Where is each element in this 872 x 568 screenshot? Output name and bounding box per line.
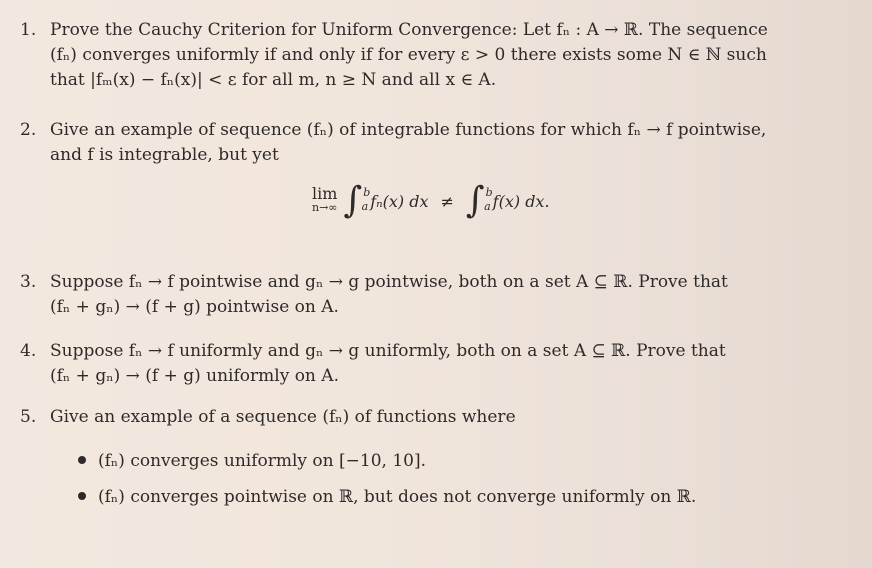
problem-line: and f is integrable, but yet xyxy=(50,145,279,165)
upper-limit: b xyxy=(363,186,371,199)
problem-4 xyxy=(20,339,858,389)
problem-number: 2. xyxy=(20,120,37,140)
upper-limit: b xyxy=(485,186,493,199)
problem-number: 3. xyxy=(20,272,37,292)
limit-subscript: n→∞ xyxy=(312,201,338,214)
lower-limit: a xyxy=(484,200,491,213)
integral-sign: ∫ b a xyxy=(466,183,485,219)
problem-line: (fₙ) converges uniformly if and only if for every ε > 0 there exists some N ∈ ℕ such xyxy=(50,45,767,65)
problem-1 xyxy=(20,18,858,93)
left-integral xyxy=(343,180,429,221)
problem-line: Suppose fₙ → f pointwise and gₙ → g pointwise, both on a set A ⊆ ℝ. Prove that xyxy=(50,272,728,292)
not-equal-sign: ≠ xyxy=(440,191,454,211)
problem-line: Prove the Cauchy Criterion for Uniform Convergence: Let fₙ : A → ℝ. The sequence xyxy=(50,20,768,40)
problem-2 xyxy=(20,118,858,168)
problem-line: Give an example of a sequence (fₙ) of functions where xyxy=(50,407,516,427)
right-integrand: f(x) dx. xyxy=(492,191,550,211)
bullet-text: (fₙ) converges pointwise on ℝ, but does not converge uniformly on ℝ. xyxy=(98,487,697,507)
problem-number: 4. xyxy=(20,341,37,361)
bullet-item xyxy=(78,487,696,507)
problem-line: Suppose fₙ → f uniformly and gₙ → g uniformly, both on a set A ⊆ ℝ. Prove that xyxy=(50,341,726,361)
bullet-dot-icon xyxy=(78,456,86,464)
bullet-text: (fₙ) converges uniformly on [−10, 10]. xyxy=(98,451,427,471)
problem-number: 1. xyxy=(20,20,37,40)
problem-line: (fₙ + gₙ) → (f + g) pointwise on A. xyxy=(50,297,339,317)
problem-3 xyxy=(20,270,858,320)
integral-sign: ∫ b a xyxy=(343,183,362,219)
problem-5 xyxy=(20,405,858,430)
problem-line: Give an example of sequence (fₙ) of integrable functions for which fₙ → f pointwise, xyxy=(50,120,767,140)
limit-label: lim xyxy=(312,184,338,203)
display-equation xyxy=(312,180,550,221)
limit-operator xyxy=(312,184,338,215)
right-integral xyxy=(465,180,550,221)
bullet-dot-icon xyxy=(78,492,86,500)
problem-line: that |fₘ(x) − fₙ(x)| < ε for all m, n ≥ N and all x ∈ A. xyxy=(50,70,497,90)
left-integrand: fₙ(x) dx xyxy=(370,191,429,211)
problem-line: (fₙ + gₙ) → (f + g) uniformly on A. xyxy=(50,366,339,386)
problem-number: 5. xyxy=(20,407,37,427)
bullet-item xyxy=(78,451,426,471)
lower-limit: a xyxy=(361,200,369,213)
